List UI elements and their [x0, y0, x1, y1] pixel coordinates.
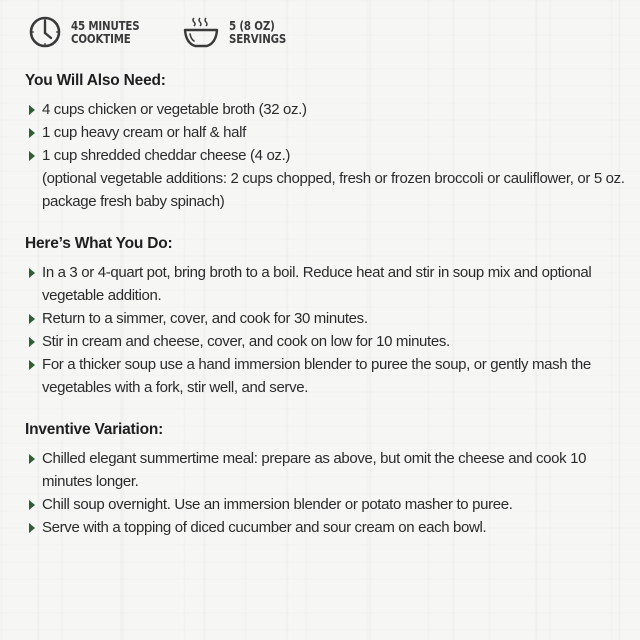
- triangle-bullet-icon: [29, 454, 35, 464]
- list-item: Serve with a topping of diced cucumber and sour cream on each bowl.: [25, 516, 625, 539]
- list-item: Chilled elegant summertime meal: prepare as above, but omit the cheese and cook 10 minutes longer.: [25, 447, 625, 493]
- list-item: For a thicker soup use a hand immersion blender to puree the soup, or gently mash the vegetables with a fork, stir well, and serve.: [25, 353, 625, 399]
- section-title: Inventive Variation:: [25, 421, 164, 438]
- section-heres-what-you-do: [25, 233, 625, 399]
- triangle-bullet-icon: [29, 337, 35, 347]
- steps-list: [25, 261, 625, 399]
- list-item: Stir in cream and cheese, cover, and cook on low for 10 minutes.: [25, 330, 625, 353]
- list-item: Chill soup overnight. Use an immersion blender or potato masher to puree.: [25, 493, 625, 516]
- section-title: You Will Also Need:: [25, 72, 166, 89]
- servings-value: 5 (8 OZ): [228, 18, 275, 33]
- cooktime-stat: [27, 14, 155, 50]
- triangle-bullet-icon: [29, 268, 35, 278]
- triangle-bullet-icon: [29, 523, 35, 533]
- clock-icon: [27, 14, 63, 50]
- section-title: Here’s What You Do:: [25, 235, 173, 252]
- triangle-bullet-icon: [29, 314, 35, 324]
- section-inventive-variation: [25, 419, 625, 539]
- ingredient-list: [25, 98, 625, 167]
- list-item: 1 cup heavy cream or half & half: [25, 121, 625, 144]
- optional-additions-note: (optional vegetable additions: 2 cups chopped, fresh or frozen broccoli or cauliflower, or 5 oz. package fresh baby spinach): [42, 170, 625, 210]
- servings-stat: [181, 14, 299, 50]
- servings-label: SERVINGS: [228, 31, 286, 46]
- cooktime-value: 45 MINUTES: [71, 18, 140, 33]
- triangle-bullet-icon: [29, 500, 35, 510]
- section-you-will-also-need: [25, 70, 625, 213]
- list-item: 4 cups chicken or vegetable broth (32 oz.): [25, 98, 625, 121]
- cooktime-label: COOKTIME: [71, 31, 131, 46]
- recipe-stats-header: [27, 14, 314, 50]
- triangle-bullet-icon: [29, 128, 35, 138]
- list-item: 1 cup shredded cheddar cheese (4 oz.): [25, 144, 625, 167]
- list-item: Return to a simmer, cover, and cook for 30 minutes.: [25, 307, 625, 330]
- triangle-bullet-icon: [29, 360, 35, 370]
- variation-list: [25, 447, 625, 539]
- steaming-bowl-icon: [181, 14, 221, 50]
- triangle-bullet-icon: [29, 105, 35, 115]
- list-item: In a 3 or 4-quart pot, bring broth to a boil. Reduce heat and stir in soup mix and optional vegetable addition.: [25, 261, 625, 307]
- recipe-instructions: [25, 70, 625, 557]
- triangle-bullet-icon: [29, 151, 35, 161]
